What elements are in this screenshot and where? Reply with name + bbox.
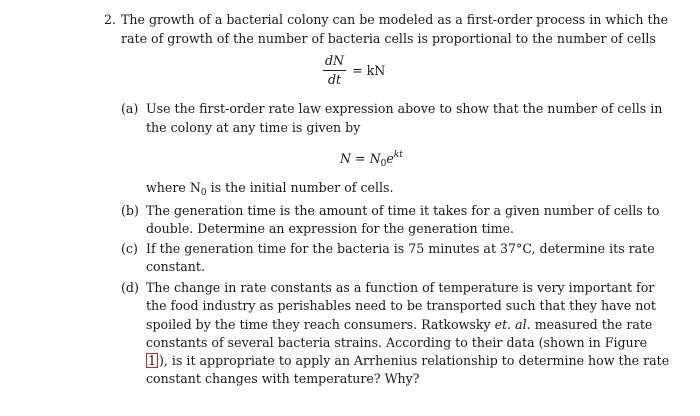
part-a-where-clause (146, 178, 393, 203)
part-b-label: (b) (121, 203, 139, 218)
figure-reference-link[interactable]: 1 (148, 353, 157, 368)
part-d-line-3 (146, 315, 652, 334)
part-a-line-1: Use the first-order rate law expression above to show that the number of cells in (146, 101, 663, 116)
where-subscript: 0 (200, 188, 207, 198)
part-c-line-1: If the generation time for the bacteria is 75 minutes at 37°C, determine its rate (146, 241, 655, 256)
growth-equation-base: e (386, 151, 394, 166)
part-d-line-3-prefix: spoiled by the time they reach consumers. Ratkowsky (146, 317, 495, 332)
part-d-line-3-suffix: measured the rate (530, 317, 653, 332)
part-a-line-2: the colony at any time is given by (146, 120, 361, 135)
equation-rhs: = kN (352, 63, 386, 78)
part-d-line-2: the food industry as perishables need to be transported such that they have not (146, 298, 656, 313)
question-intro-line-1: The growth of a bacterial colony can be modeled as a first-order process in which the (121, 12, 669, 27)
rate-equation (323, 52, 385, 89)
growth-equation-subscript: 0 (380, 159, 387, 169)
where-prefix: where N (146, 180, 201, 195)
part-a-label: (a) (121, 101, 139, 116)
part-b-line-2: double. Determine an expression for the generation time. (146, 221, 515, 236)
et-al-text: et. al. (494, 317, 531, 332)
question-intro-line-2: rate of growth of the number of bacteria cells is proportional to the number of cells (121, 31, 656, 46)
fraction-denominator: dt (327, 72, 342, 87)
derivative-fraction (323, 52, 346, 89)
part-d-line-1: The change in rate constants as a function of temperature is very important for (146, 280, 655, 295)
part-d-line-5 (146, 351, 669, 370)
part-d-line-4: constants of several bacteria strains. According to their data (shown in Figure (146, 335, 648, 350)
fraction-numerator: dN (323, 52, 346, 71)
question-number: 2. (104, 12, 117, 27)
part-c-label: (c) (121, 241, 138, 256)
part-c-line-2: constant. (146, 259, 205, 274)
part-d-label: (d) (121, 280, 139, 295)
part-d-line-6: constant changes with temperature? Why? (146, 371, 420, 386)
part-d-line-5-suffix: ), is it appropriate to apply an Arrhenius relationship to determine how the rate (159, 353, 670, 368)
growth-equation-lhs: N = N (340, 151, 381, 166)
growth-equation (340, 146, 403, 174)
growth-equation-exponent: kt (393, 150, 403, 160)
where-suffix: is the initial number of cells. (206, 180, 394, 195)
part-b-line-1: The generation time is the amount of time it takes for a given number of cells to (146, 203, 660, 218)
